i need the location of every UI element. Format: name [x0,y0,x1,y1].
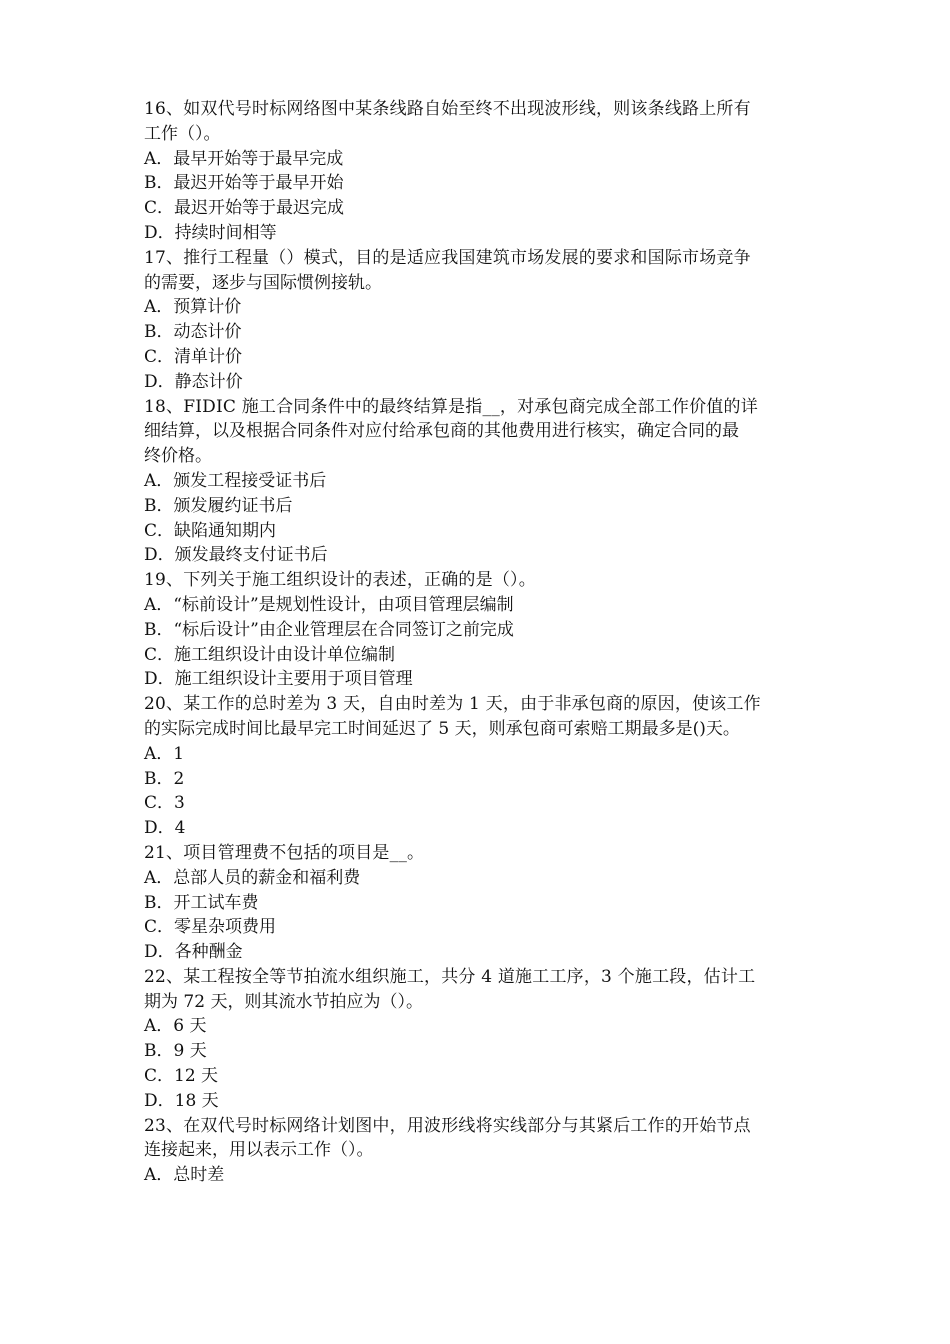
question-text-line: 20、某工作的总时差为 3 天，自由时差为 1 天，由于非承包商的原因，使该工作 [144,694,761,715]
answer-option: D．施工组织设计主要用于项目管理 [144,669,413,690]
question-19 [144,568,816,692]
answer-option: A．最早开始等于最早完成 [144,148,344,169]
answer-option: D．4 [144,818,186,839]
answer-option: A．总时差 [144,1165,225,1186]
question-text-line: 细结算，以及根据合同条件对应付给承包商的其他费用进行核实，确定合同的最 [144,421,739,442]
question-list [144,97,816,1188]
question-21 [144,841,816,965]
question-text-line: 16、如双代号时标网络图中某条线路自始至终不出现波形线，则该条线路上所有 [144,99,751,119]
question-text-line: 工作（）。 [144,123,221,144]
answer-option: A．“标前设计”是规划性设计，由项目管理层编制 [144,594,514,615]
question-text-line: 23、在双代号时标网络计划图中，用波形线将实线部分与其紧后工作的开始节点 [144,1115,751,1136]
question-text-line: 的实际完成时间比最早完工时间延迟了 5 天，则承包商可索赔工期最多是()天。 [144,718,740,739]
answer-option: C．零星杂项费用 [144,917,277,938]
question-22 [144,965,816,1114]
question-text-line: 17、推行工程量（）模式，目的是适应我国建筑市场发展的要求和国际市场竞争 [144,247,751,268]
answer-option: A．1 [144,743,185,764]
answer-option: B．开工试车费 [144,892,259,913]
answer-option: D．各种酬金 [144,942,243,963]
question-text-line: 19、下列关于施工组织设计的表述，正确的是（）。 [144,570,536,591]
question-17 [144,246,816,395]
answer-option: D．持续时间相等 [144,222,277,243]
answer-option: A．总部人员的薪金和福利费 [144,867,361,888]
answer-option: D．颁发最终支付证书后 [144,545,328,566]
answer-option: C．3 [144,793,185,814]
answer-option: A．6 天 [144,1016,207,1037]
answer-option: C．施工组织设计由设计单位编制 [144,644,396,665]
question-18 [144,395,816,569]
question-text-line: 期为 72 天，则其流水节拍应为（）。 [144,991,423,1012]
question-16 [144,97,816,246]
question-text-line: 22、某工程按全等节拍流水组织施工，共分 4 道施工工序，3 个施工段，估计工 [144,966,756,987]
answer-option: B．9 天 [144,1041,207,1062]
question-text-line: 连接起来，用以表示工作（）。 [144,1140,374,1161]
answer-option: B．最迟开始等于最早开始 [144,173,344,194]
question-text-line: 21、项目管理费不包括的项目是__。 [144,842,425,863]
answer-option: A．颁发工程接受证书后 [144,470,327,491]
answer-option: C．缺陷通知期内 [144,520,277,541]
answer-option: C．最迟开始等于最迟完成 [144,198,345,219]
answer-option: A．预算计价 [144,297,242,318]
answer-option: C．12 天 [144,1066,219,1087]
answer-option: B．“标后设计”由企业管理层在合同签订之前完成 [144,619,514,640]
answer-option: C．清单计价 [144,346,243,367]
question-text-line: 的需要，逐步与国际惯例接轨。 [144,272,382,293]
answer-option: D．静态计价 [144,371,243,392]
answer-option: B．颁发履约证书后 [144,495,293,516]
answer-option: B．2 [144,768,185,789]
answer-option: D．18 天 [144,1090,219,1111]
answer-option: B．动态计价 [144,322,242,343]
question-text-line: 终价格。 [144,446,212,467]
question-20 [144,692,816,841]
question-23 [144,1114,816,1188]
question-text-line: 18、FIDIC 施工合同条件中的最终结算是指__，对承包商完成全部工作价值的详 [144,396,758,417]
